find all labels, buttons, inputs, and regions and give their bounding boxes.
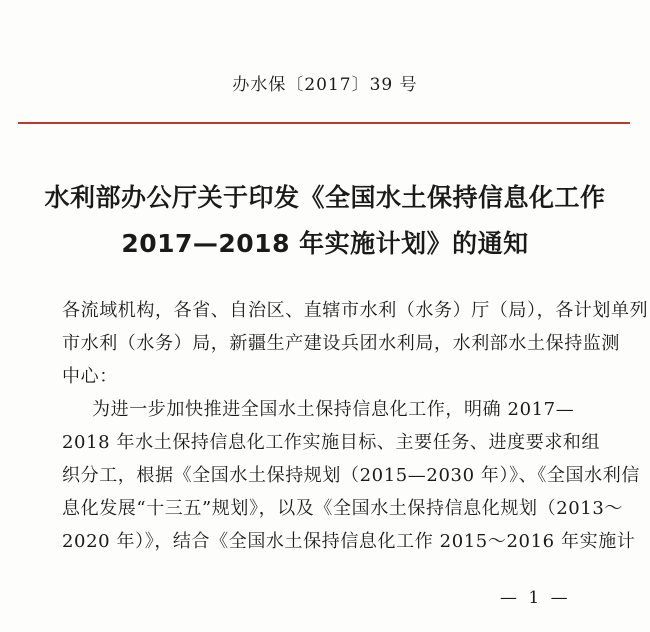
paragraph-line-1: 为进一步加快推进全国水土保持信息化工作，明确 2017— bbox=[92, 399, 575, 420]
title-line-2: 2017—2018 年实施计划》的通知 bbox=[121, 229, 529, 258]
addressee-line-2: 市水利（水务）局，新疆生产建设兵团水利局，水利部水土保持监测 bbox=[62, 333, 620, 354]
paragraph-line-5: 2020 年）》，结合《全国水土保持信息化工作 2015～2016 年实施计 bbox=[62, 531, 636, 552]
document-body bbox=[62, 294, 649, 558]
addressee-line-3: 中心： bbox=[62, 366, 118, 387]
page-number: — 1 — bbox=[500, 588, 571, 608]
red-header-rule bbox=[18, 122, 630, 124]
paragraph-line-4: 息化发展“十三五”规划》，以及《全国水土保持信息化规划（2013～ bbox=[62, 498, 624, 519]
paragraph-line-2: 2018 年水土保持信息化工作实施目标、主要任务、进度要求和组 bbox=[62, 432, 601, 453]
paragraph-line-3: 织分工，根据《全国水土保持规划（2015—2030 年）》、《全国水利信 bbox=[62, 465, 640, 486]
document-number: 办水保〔2017〕39 号 bbox=[232, 75, 418, 95]
addressee-line-1: 各流域机构，各省、自治区、直辖市水利（水务）厅（局），各计划单列 bbox=[62, 300, 649, 321]
title-line-1: 水利部办公厅关于印发《全国水土保持信息化工作 bbox=[44, 183, 606, 212]
